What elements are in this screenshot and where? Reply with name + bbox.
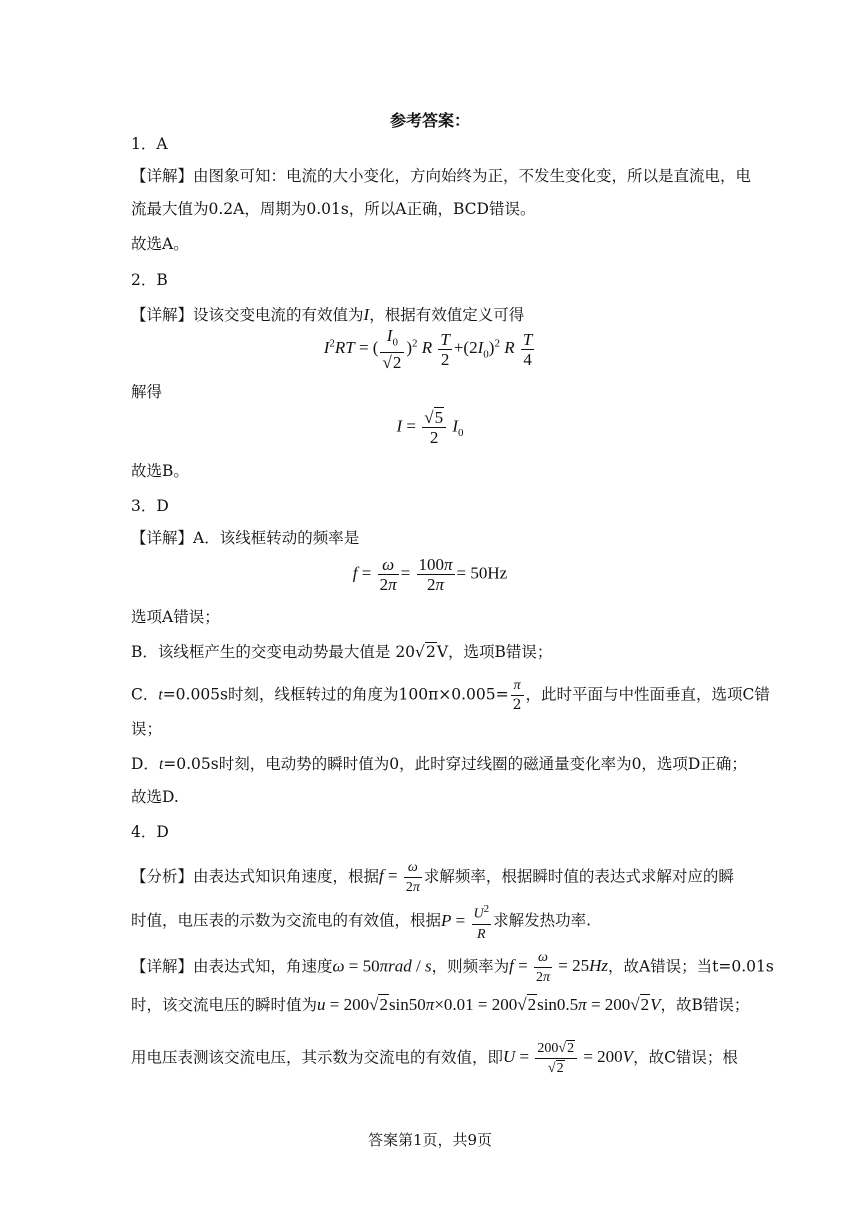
q2-explanation-line1: 【详解】设该交变电流的有效值为I，根据有效值定义可得: [131, 305, 525, 324]
q3-explanation-a: 【详解】A．该线框转动的频率是: [131, 529, 360, 547]
q1-conclusion: 故选A。: [131, 235, 189, 253]
q3-option-a-result: 选项A错误；: [131, 608, 220, 626]
q4-analysis-line2: 时值，电压表的示数为交流电的有效值，根据P = $\frac{U^2}{R}$ 求解发热功率.: [131, 900, 591, 944]
q3-option-c: C．t=0.005s时刻，线框转过的角度为100π×0.005= $\frac{\pi}{2}$ ，此时平面与中性面垂直，选项C错: [131, 678, 770, 713]
q3-conclusion: 故选D.: [131, 788, 179, 806]
q2-conclusion: 故选B。: [131, 462, 189, 480]
q1-explanation-line2: 流最大值为0.2A，周期为0.01s，所以A正确，BCD错误。: [131, 200, 536, 218]
q3-option-b: B．该线框产生的交变电动势最大值是 20√2V，选项B错误；: [131, 643, 553, 661]
q4-detail-line1: 【详解】由表达式知，角速度ω = 50πrad / s，则频率为f = $\frac{\omega}{2\pi}$ = 25Hz，故A错误；当t=0.01s: [131, 950, 774, 985]
page-footer: 答案第1页，共9页: [367, 1131, 493, 1149]
q1-explanation-line1: 【详解】由图象可知：电流的大小变化，方向始终为正，不发生变化变，所以是直流电，电: [131, 167, 752, 185]
q4-number: 4．D: [131, 823, 169, 841]
q4-detail-line3: 用电压表测该交流电压，其示数为交流电的有效值，即U = $\frac{200√2}{√2}$ = 200V，故C错误；根: [131, 1041, 738, 1076]
page-title: 参考答案：: [389, 111, 470, 130]
q3-option-d: D．t=0.05s时刻，电动势的瞬时值为0，此时穿过线圈的磁通量变化率为0，选项D正确；: [131, 755, 747, 773]
q3-number: 3．D: [131, 497, 169, 515]
q3-equation-frequency: f = $\frac{\omega}{2\pi}$ = $\frac{100\pi}{2\pi}$ = 50Hz: [352, 555, 508, 594]
q4-analysis-line1: 【分析】由表达式知识角速度，根据f = $\frac{\omega}{2\pi}$ 求解频率，根据瞬时值的表达式求解对应的瞬: [131, 860, 734, 895]
q2-equation-result: I = $\frac{√5}{2}$ $I_0$: [396, 408, 464, 447]
q2-solve-label: 解得: [131, 383, 163, 401]
q2-equation-definition: $I^2RT$ = ( $\frac{I_0}{√2}$ )$^2$ R $\frac{T}{2}$ $+(2I_0)^2$ R $\frac{T}{4}$: [323, 326, 533, 373]
q3-option-c-cont: 误；: [131, 720, 163, 738]
q2-number: 2．B: [131, 271, 168, 289]
q1-number: 1．A: [131, 135, 168, 153]
q4-detail-line2: 时，该交流电压的瞬时值为u = 200√2sin50π×0.01 = 200√2sin0.5π = 200√2V，故B错误；: [131, 995, 750, 1014]
